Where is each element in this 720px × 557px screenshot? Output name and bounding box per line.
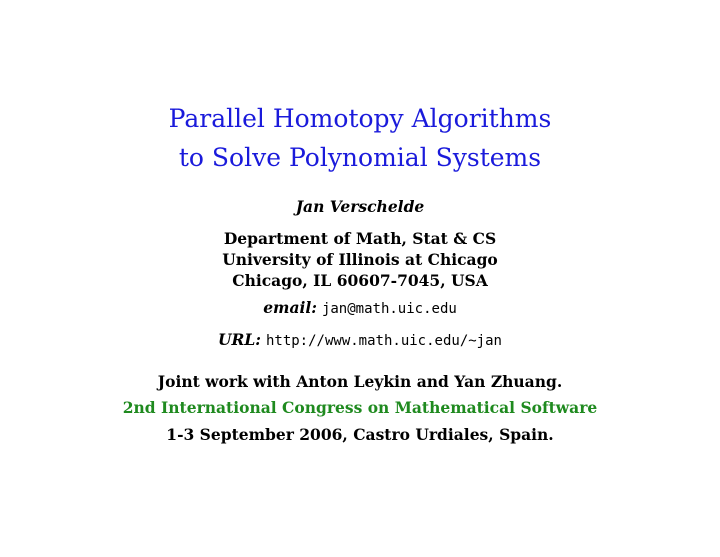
conference-line: 2nd International Congress on Mathematical Software xyxy=(122,398,598,417)
email-address: jan@math.uic.edu xyxy=(321,301,457,317)
title-line-2: to Solve Polynomial Systems xyxy=(178,143,542,172)
url-line xyxy=(0,330,720,349)
email-line xyxy=(0,298,720,317)
title-line-1: Parallel Homotopy Algorithms xyxy=(168,104,552,133)
email-label: email: xyxy=(263,298,317,317)
author-name: Jan Verschelde xyxy=(295,197,425,216)
affiliation-university: University of Illinois at Chicago xyxy=(222,250,498,269)
url-label: URL: xyxy=(218,330,262,349)
affiliation-address: Chicago, IL 60607-7045, USA xyxy=(232,271,488,290)
date-place-line: 1-3 September 2006, Castro Urdiales, Spain. xyxy=(166,425,554,444)
affiliation-department: Department of Math, Stat & CS xyxy=(223,229,497,248)
joint-work-line: Joint work with Anton Leykin and Yan Zhuang. xyxy=(157,372,563,391)
url-address: http://www.math.uic.edu/~jan xyxy=(265,333,502,349)
